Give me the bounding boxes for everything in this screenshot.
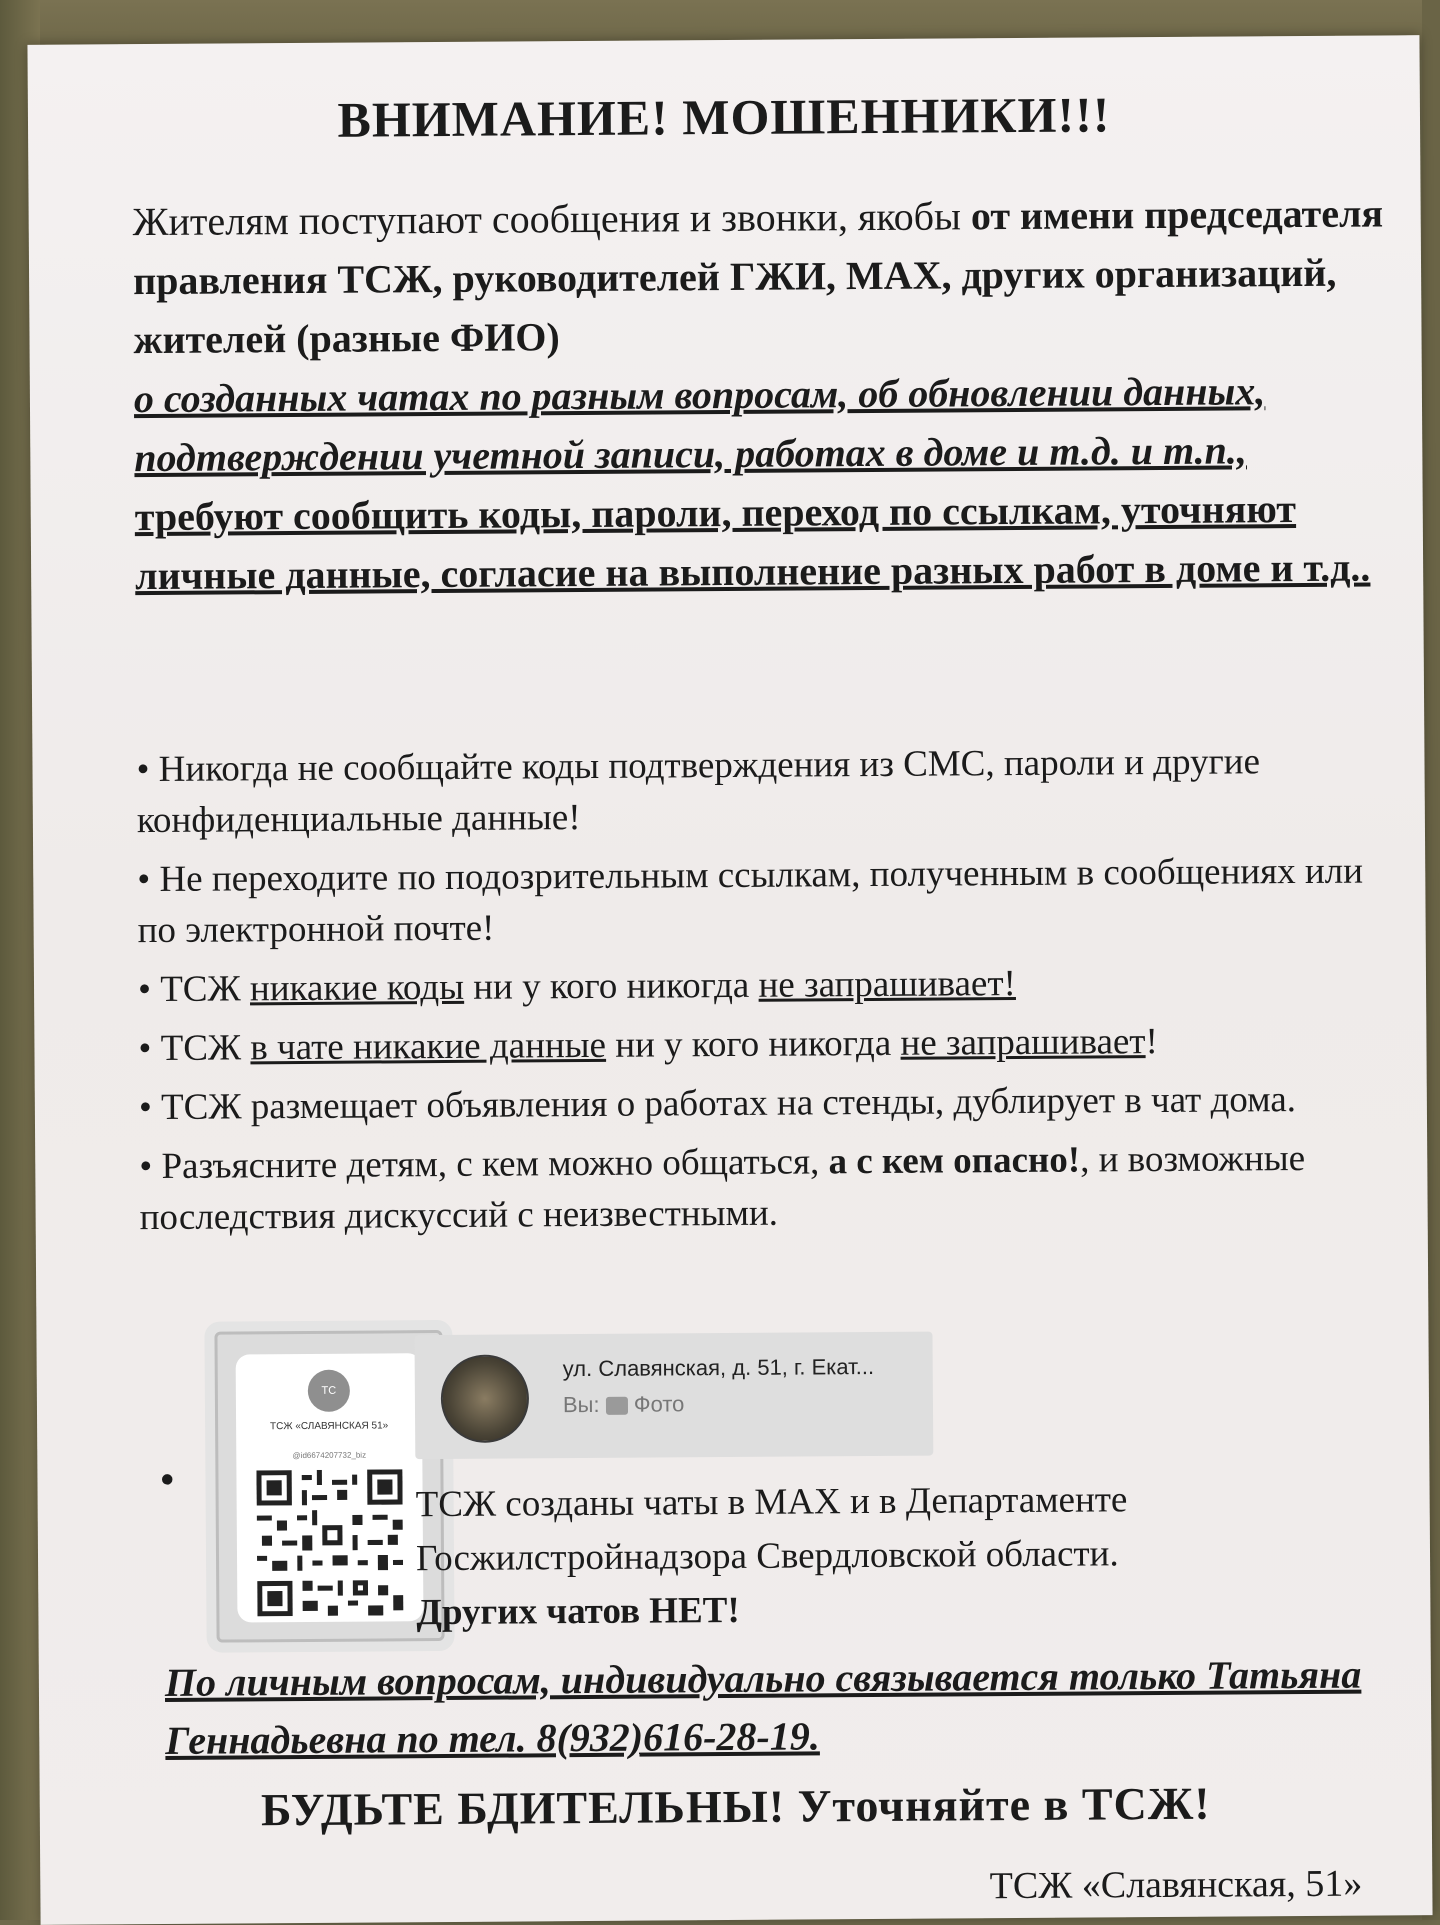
notice-title: ВНИМАНИЕ! МОШЕННИКИ!!! [337,86,1111,148]
tip-announcements: • ТСЖ размещает объявления о работах на стенды, дублирует в чат дома. [138,1079,1297,1129]
photo-icon [606,1397,628,1415]
qr-logo-icon: ТС [308,1370,350,1412]
qr-card [214,1330,444,1643]
tip-no-codes: • ТСЖ никакие коды ни у кого никогда не запрашивает! [137,963,1017,1011]
chats-info-text: ТСЖ созданы чаты в МАХ и в Департаменте Госжилстройнадзора Свердловской области. [415,1479,1128,1580]
qr-channel-id: @id6674207732_biz [292,1450,367,1461]
intro-bold-text: от имени председателя правления ТСЖ, руководителей ГЖИ, МАХ, других организаций, жителей (разные ФИО) [132,190,1384,363]
tip-links: • Не переходите по подозрительным ссылкам, полученным в сообщениях или по электронной почте! [137,850,1364,952]
qr-channel-name: ТСЖ «СЛАВЯНСКАЯ 51» [269,1420,389,1433]
chat-avatar-icon [441,1354,530,1443]
chat-title: ул. Славянская, д. 51, г. Екат... [562,1354,875,1382]
intro-normal-text: Жителям поступают сообщения и звонки, якобы [132,193,972,245]
tip-sms-codes: • Никогда не сообщайте коды подтверждения из СМС, пароли и другие конфиденциальные данные! [136,741,1261,842]
notice-sheet [27,35,1432,1925]
qr-code-icon [256,1469,403,1616]
tips-list [136,735,1400,1251]
intro-paragraph [132,183,1395,605]
personal-contact: По личным вопросам, индивидуально связывается только Татьяна Геннадьевна по тел. 8(932)616-28-19. [164,1651,1362,1763]
tip-no-data: • ТСЖ в чате никакие данные ни у кого никогда не запрашивает! [138,1021,1158,1070]
chat-preview [414,1332,933,1460]
chat-last-message: Вы: Фото [562,1391,685,1418]
signature: ТСЖ «Славянская, 51» [989,1862,1363,1908]
be-vigilant-banner: БУДЬТЕ БДИТЕЛЬНЫ! Уточняйте в ТСЖ! [260,1777,1211,1836]
intro-italic-text: о созданных чатах по разным вопросам, об обновлении данных, подтверждении учетной записи, работах в доме и т.д. и т.п., [133,368,1266,481]
qr-inner [236,1353,424,1622]
tip-children: • Разъясните детям, с кем можно общаться, а с кем опасно!, и возможные последствия дискуссий с неизвестными. [139,1137,1306,1239]
bullet-dot: • [159,1454,176,1504]
no-other-chats: Других чатов НЕТ! [416,1589,740,1634]
chats-info [415,1472,1316,1640]
intro-demands-text: требуют сообщить коды, пароли, переход по ссылкам, уточняют личные данные, согласие на выполнение разных работ в доме и т.д.. [134,486,1371,599]
